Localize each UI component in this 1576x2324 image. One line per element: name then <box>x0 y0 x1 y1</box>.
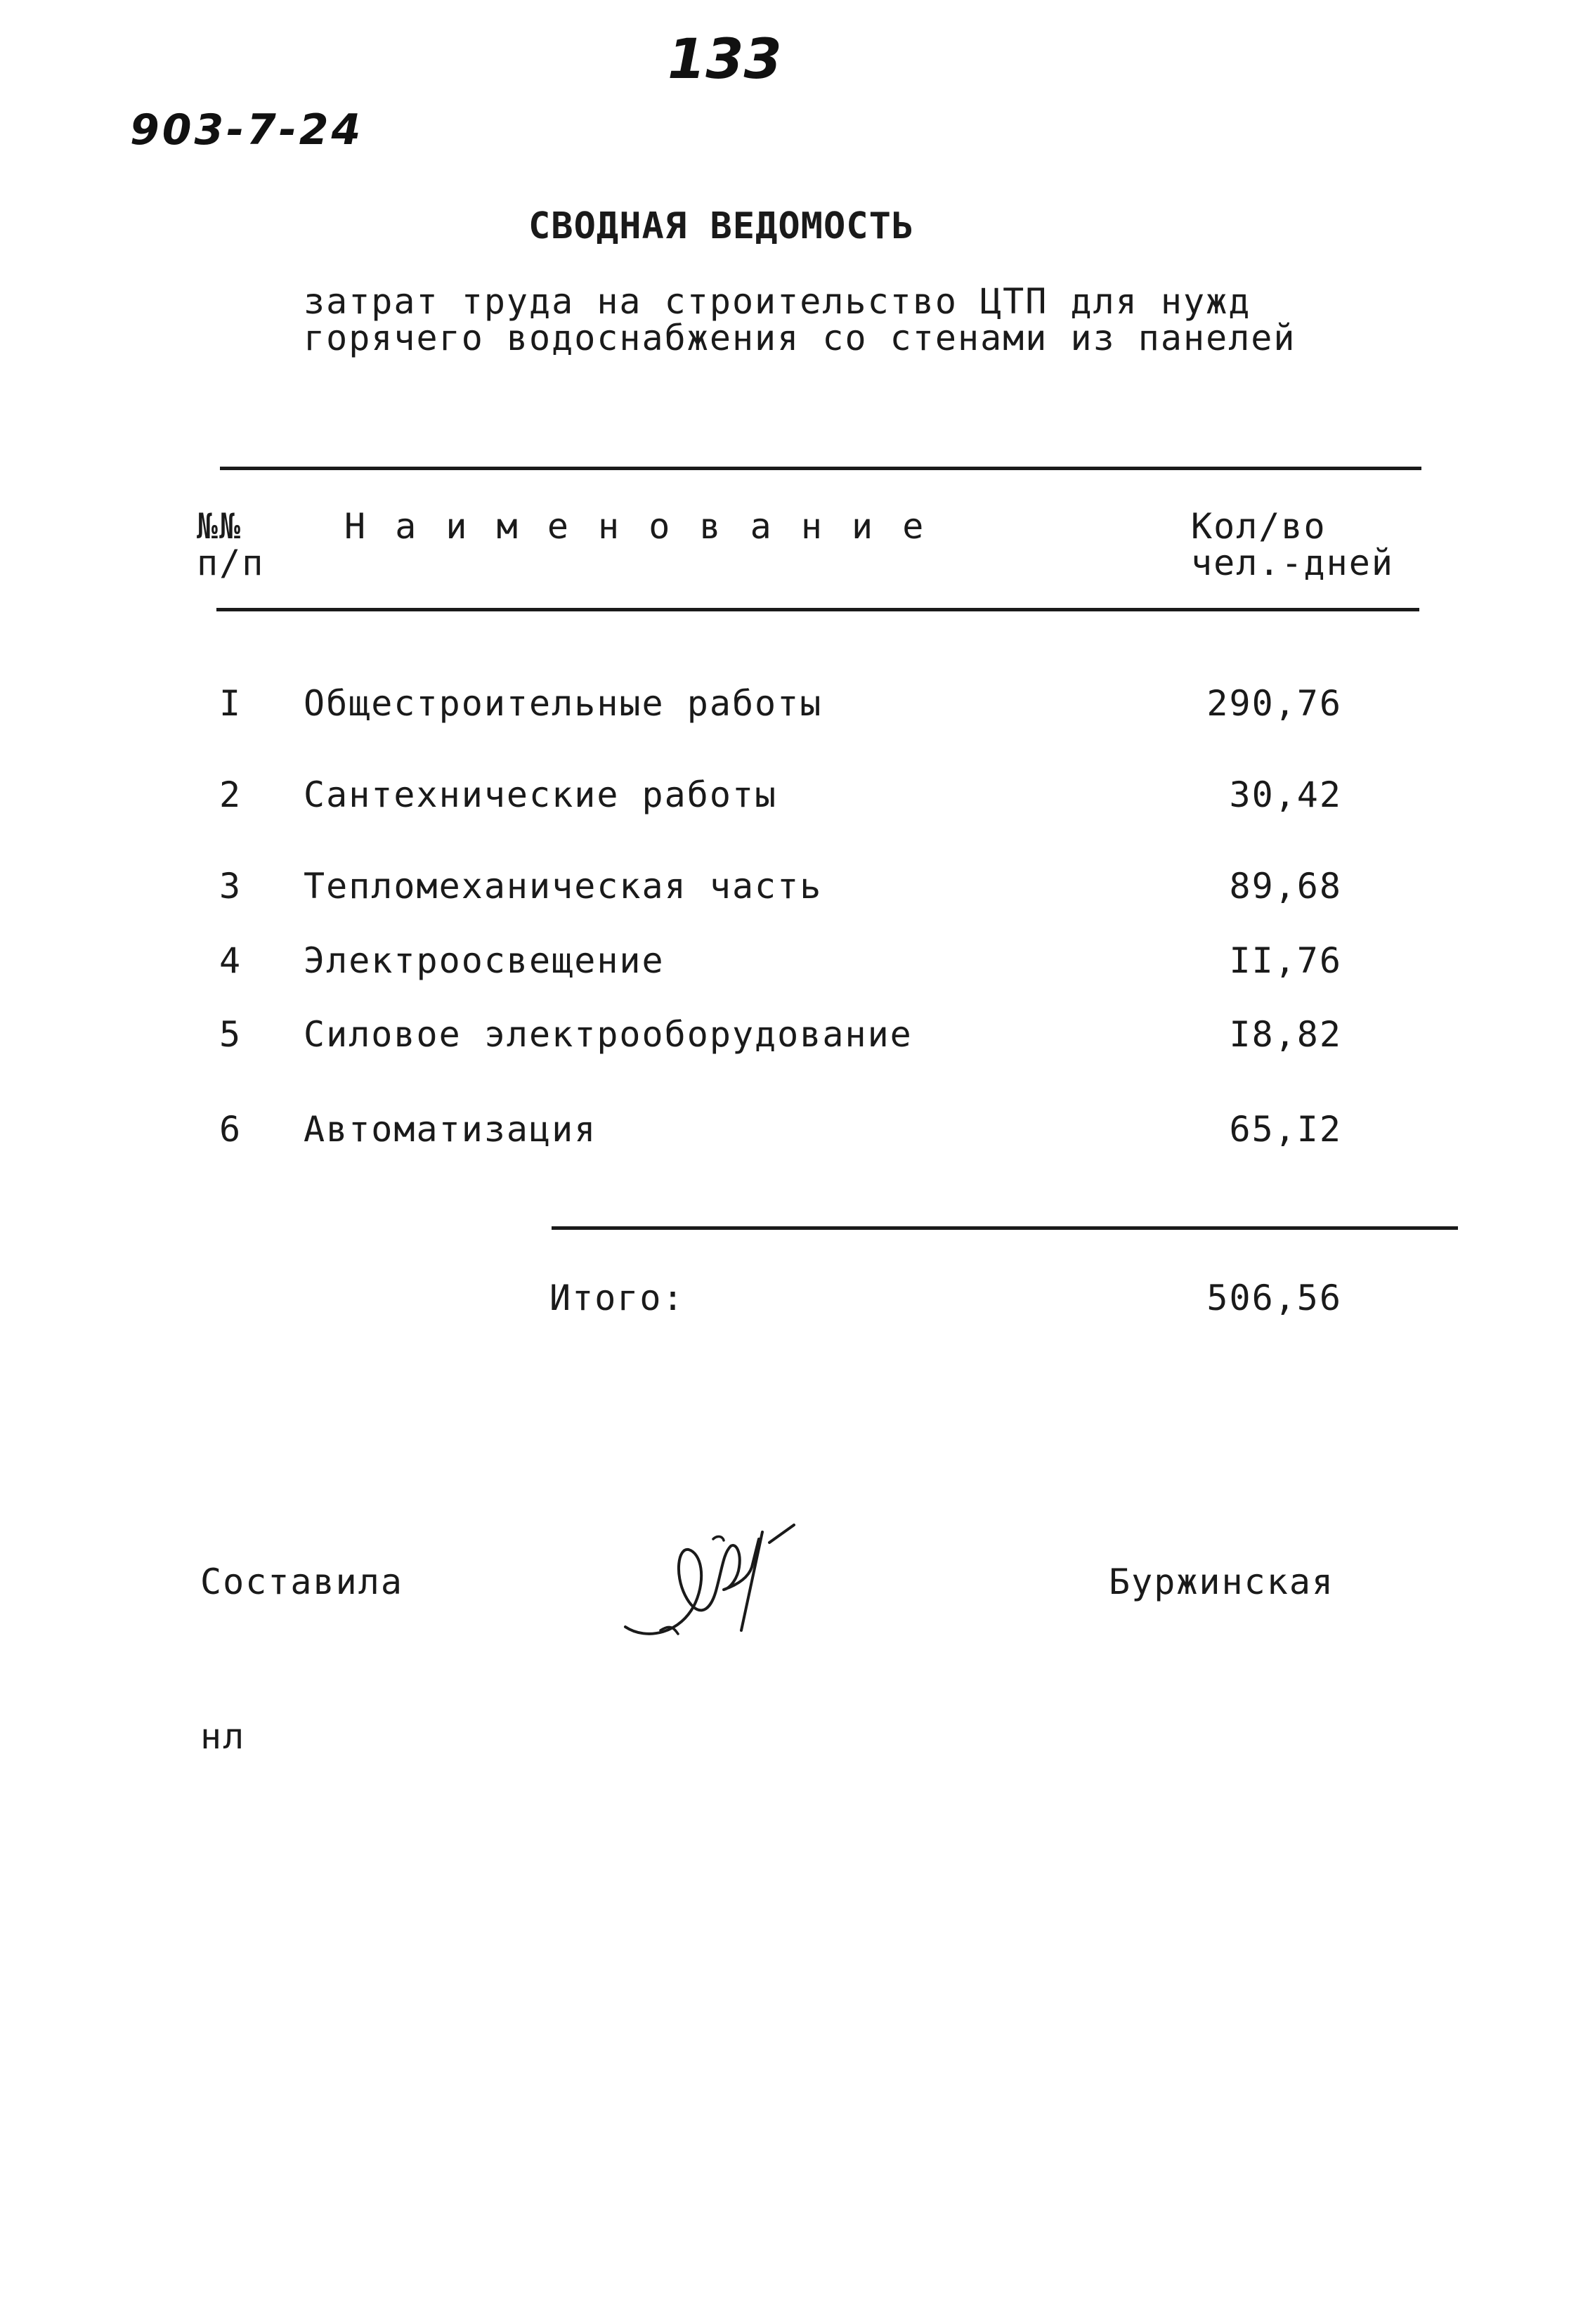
signatory-name: Буржинская <box>1109 1562 1335 1602</box>
document-title: СВОДНАЯ ВЕДОМОСТЬ <box>528 205 915 247</box>
total-label: Итого: <box>549 1278 685 1318</box>
header-quantity-line-1: Кол/во <box>1191 506 1327 547</box>
row-name: Тепломеханическая часть <box>304 866 823 907</box>
row-value: 30,42 <box>1229 774 1342 815</box>
table-top-rule <box>220 467 1421 470</box>
header-number-label: п/п <box>197 543 265 583</box>
row-name: Электроосвещение <box>304 940 665 981</box>
row-number: 6 <box>219 1109 242 1150</box>
header-quantity-line-2: чел.-дней <box>1191 543 1394 583</box>
row-name: Силовое электрооборудование <box>304 1014 913 1055</box>
row-number: 2 <box>219 774 242 815</box>
row-value: I8,82 <box>1229 1014 1342 1055</box>
row-value: II,76 <box>1229 940 1342 981</box>
header-number-symbol: №№ <box>197 506 242 547</box>
subtitle-line-2: горячего водоснабжения со стенами из панелей <box>304 318 1296 358</box>
row-name: Общестроительные работы <box>304 683 823 724</box>
row-value: 65,I2 <box>1229 1109 1342 1150</box>
document-code: 903-7-24 <box>130 105 364 155</box>
subtitle-line-1: затрат труда на строительство ЦТП для нужд <box>304 281 1251 322</box>
total-value: 506,56 <box>1206 1278 1342 1318</box>
total-rule <box>552 1226 1458 1230</box>
row-name: Автоматизация <box>304 1109 597 1150</box>
header-name: Н а и м е н о в а н и е <box>344 506 928 547</box>
compiled-by-label: Составила <box>200 1562 403 1602</box>
header-bottom-rule <box>216 608 1419 611</box>
page-number: 133 <box>667 28 782 91</box>
signature-graphic <box>618 1511 801 1644</box>
row-value: 89,68 <box>1229 866 1342 907</box>
row-number: 3 <box>219 866 242 907</box>
row-number: 4 <box>219 940 242 981</box>
row-number: 5 <box>219 1014 242 1055</box>
row-name: Сантехнические работы <box>304 774 778 815</box>
row-number: I <box>219 683 242 724</box>
row-value: 290,76 <box>1206 683 1342 724</box>
typist-initials: нл <box>200 1716 246 1757</box>
